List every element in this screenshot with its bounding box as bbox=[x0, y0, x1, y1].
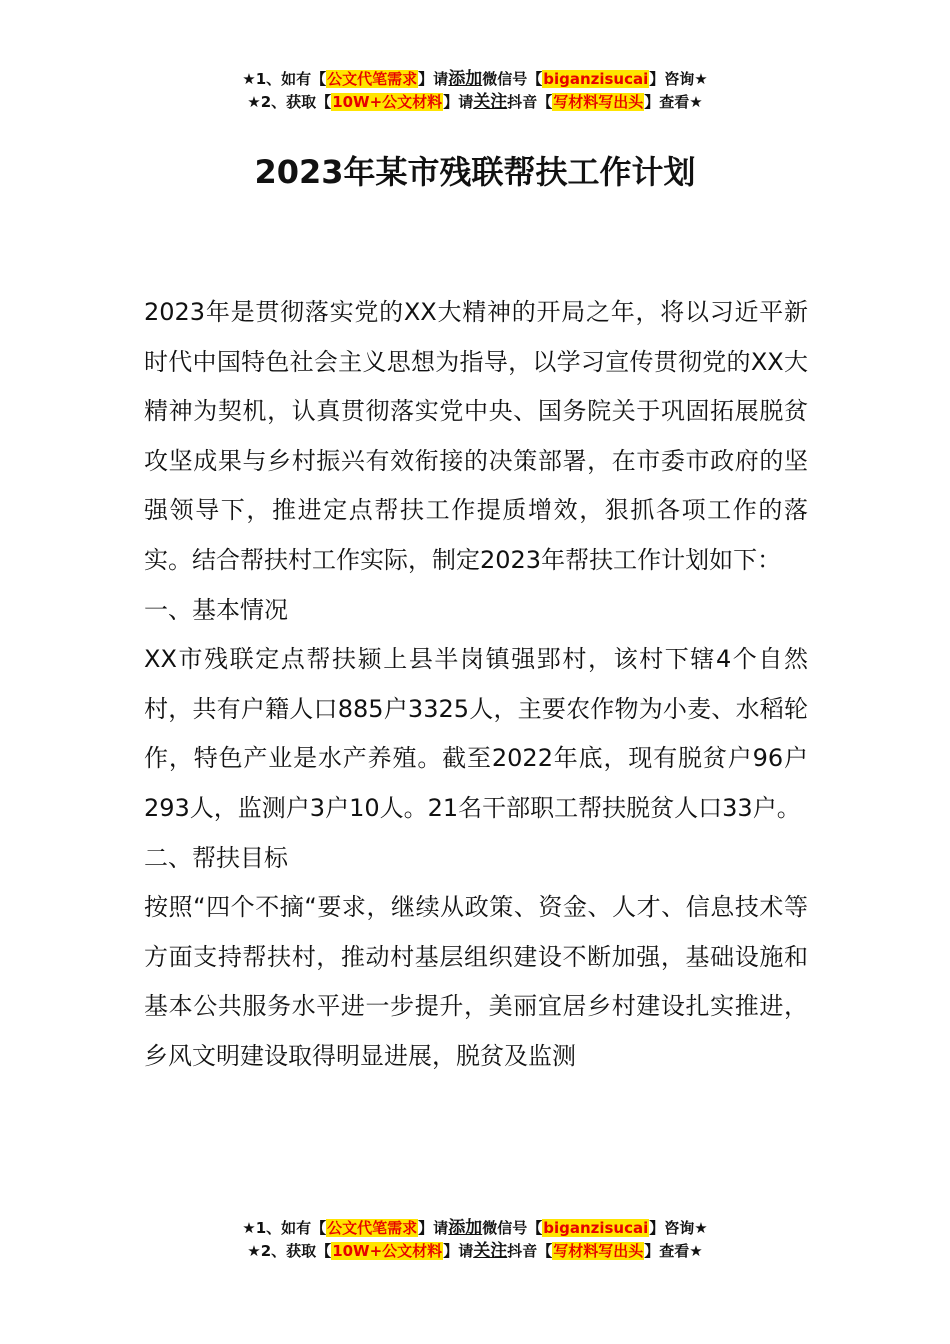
promo-line-1-prefix: ★1、如有【 bbox=[242, 1219, 327, 1237]
promo-line-2-prefix: ★2、获取【 bbox=[247, 93, 332, 111]
promo-highlight-douyin-account: 写材料写出头 bbox=[553, 1242, 644, 1260]
promo-highlight-materials: 10W+公文材料 bbox=[332, 93, 443, 111]
promo-line-2-suffix: 】查看★ bbox=[644, 1242, 703, 1260]
promo-line-2-mid2: 抖音【 bbox=[507, 1242, 553, 1260]
promo-line-2-prefix: ★2、获取【 bbox=[247, 1242, 332, 1260]
promo-line-2 bbox=[0, 91, 950, 114]
promo-line-2-mid: 】请 bbox=[443, 1242, 474, 1260]
header-promo-banner bbox=[0, 68, 950, 114]
promo-highlight-douyin-account: 写材料写出头 bbox=[553, 93, 644, 111]
promo-highlight-wechat-id: biganzisucai bbox=[543, 1219, 649, 1237]
promo-emphasis-follow: 关注 bbox=[473, 1241, 508, 1261]
promo-highlight-ghostwriting: 公文代笔需求 bbox=[327, 70, 418, 88]
section-heading-goals: 二、帮扶目标 bbox=[144, 843, 288, 872]
promo-line-1-mid: 】请 bbox=[418, 1219, 449, 1237]
promo-line-2-suffix: 】查看★ bbox=[644, 93, 703, 111]
document-title: 2023年某市残联帮扶工作计划 bbox=[254, 153, 696, 191]
promo-line-1-mid: 】请 bbox=[418, 70, 449, 88]
promo-line-1-suffix: 】咨询★ bbox=[649, 70, 708, 88]
promo-line-1-prefix: ★1、如有【 bbox=[242, 70, 327, 88]
promo-emphasis-add: 添加 bbox=[448, 69, 483, 89]
promo-highlight-ghostwriting: 公文代笔需求 bbox=[327, 1219, 418, 1237]
promo-emphasis-follow: 关注 bbox=[473, 92, 508, 112]
paragraph-intro: 2023年是贯彻落实党的XX大精神的开局之年，将以习近平新时代中国特色社会主义思想为指导，以学习宣传贯彻党的XX大精神为契机，认真贯彻落实党中央、国务院关于巩固拓展脱贫攻坚成果与乡村振兴有效衔接的决策部署，在市委市政府的坚强领导下，推进定点帮扶工作提质增效，狠抓各项工作的落实。结合帮扶村工作实际，制定2023年帮扶工作计划如下： bbox=[144, 298, 808, 574]
promo-emphasis-add: 添加 bbox=[448, 1218, 483, 1238]
promo-line-2-mid: 】请 bbox=[443, 93, 474, 111]
promo-line-1 bbox=[0, 1217, 950, 1240]
promo-line-1-suffix: 】咨询★ bbox=[649, 1219, 708, 1237]
paragraph-basic-situation: XX市残联定点帮扶颍上县半岗镇强郢村，该村下辖4个自然村，共有户籍人口885户3325人，主要农作物为小麦、水稻轮作，特色产业是水产养殖。截至2022年底，现有脱贫户96户293人，监测户3户10人。21名干部职工帮扶脱贫人口33户。 bbox=[144, 645, 808, 822]
document-body bbox=[144, 288, 808, 1082]
promo-highlight-wechat-id: biganzisucai bbox=[543, 70, 649, 88]
promo-line-2-mid2: 抖音【 bbox=[507, 93, 553, 111]
promo-highlight-materials: 10W+公文材料 bbox=[332, 1242, 443, 1260]
paragraph-goals: 按照“四个不摘“要求，继续从政策、资金、人才、信息技术等方面支持帮扶村，推动村基层组织建设不断加强，基础设施和基本公共服务水平进一步提升，美丽宜居乡村建设扎实推进，乡风文明建设取得明显进展，脱贫及监测 bbox=[144, 893, 808, 1070]
footer-promo-banner bbox=[0, 1217, 950, 1263]
promo-line-1 bbox=[0, 68, 950, 91]
promo-line-1-mid2: 微信号【 bbox=[482, 70, 543, 88]
section-heading-basic-situation: 一、基本情况 bbox=[144, 595, 288, 624]
promo-line-1-mid2: 微信号【 bbox=[482, 1219, 543, 1237]
promo-line-2 bbox=[0, 1240, 950, 1263]
